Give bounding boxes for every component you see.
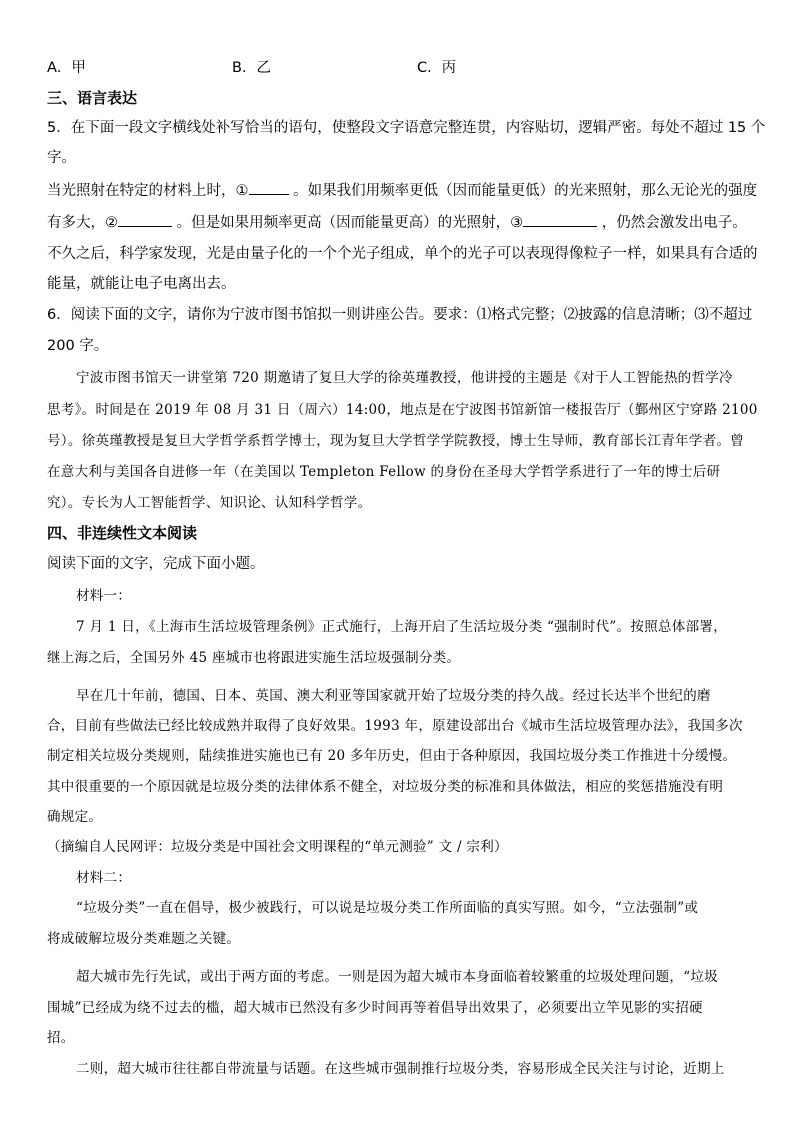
q5-stem-line2: 字。 [47,150,76,166]
q5-text: ，仍然会激发出电子。 [601,215,747,231]
material-2-line: 围城”已经成为绕不过去的槛，超大城市已然没有多少时间再等着倡导出效果了，必须要出立竿见影的实招硬 [47,1000,703,1016]
blank-marker-3: ③ [510,215,524,231]
material-2-title: 材料二： [76,870,132,886]
q5-passage-line2 [47,212,747,233]
q5-text: 。如果我们用频率更低（因而能量更低）的光来照射，那么无论光的强度 [293,183,758,199]
section-heading-4: 四、非连续性文本阅读 [47,524,198,542]
section-heading-3: 三、语言表达 [47,89,138,107]
q6-stem-line2: 200 字。 [47,338,109,354]
blank-marker-2: ② [105,215,118,231]
q5-stem-line1: 5．在下面一段文字横线处补写恰当的语句，使整段文字语意完整连贯，内容贴切，逻辑严密。每处不超过 15 个 [47,120,766,136]
material-1-line: 其中很重要的一个原因就是垃圾分类的法律体系不健全，对垃圾分类的标准和具体做法，相应的奖惩措施没有明 [47,779,724,795]
option-b: B．乙 [232,60,271,76]
material-2-line: 二则，超大城市往往都自带流量与话题。在这些城市强制推行垃圾分类，容易形成全民关注与讨论，近期上 [76,1061,725,1077]
material-1-title: 材料一： [76,588,132,604]
option-c: C．丙 [417,60,457,76]
q6-material-line4: 在意大利与美国各自进修一年（在美国以 Templeton Fellow 的身份在圣母大学哲学系进行了一年的博士后研 [47,464,721,480]
answer-blank-1[interactable] [249,180,289,195]
q6-material-line2: 思考》。时间是在 2019 年 08 月 31 日（周六）14:00，地点是在宁波图书馆新馆一楼报告厅（鄞州区宁穿路 2100 [47,402,758,418]
q5-text: 当光照射在特定的材料上时， [47,183,236,199]
material-2-line: 超大城市先行先试，或出于两方面的考虑。一则是因为超大城市本身面临着较繁重的垃圾处理问题，“垃圾 [76,969,718,985]
blank-marker-1: ① [235,183,249,199]
material-2-line: “垃圾分类”一直在倡导，极少被践行，可以说是垃圾分类工作所面临的真实写照。如今，“立法强制”或 [76,900,699,916]
material-1-line: 7 月 1 日，《上海市生活垃圾管理条例》正式施行，上海开启了生活垃圾分类 “强制时代”。按照总体部署， [76,619,727,635]
material-1-line: 继上海之后，全国另外 45 座城市也将跟进实施生活垃圾强制分类。 [47,650,461,666]
material-1-line: 合，目前有些做法已经比较成熟并取得了良好效果。1993 年，原建设部出台《城市生活垃圾管理办法》，我国多次 [47,718,743,734]
q6-material-line5: 究）。专长为人工智能哲学、知识论、认知科学哲学。 [47,495,372,511]
q5-passage-line3: 不久之后，科学家发现，光是由量子化的一个个光子组成，单个的光子可以表现得像粒子一样，如果具有合适的 [47,246,758,262]
q5-passage-line1 [47,180,758,201]
material-1-line: 确规定。 [47,809,103,825]
q5-text: 。但是如果用频率更高（因而能量更高）的光照射， [176,215,511,231]
q6-material-line3: 号）。徐英瑾教授是复旦大学哲学系哲学博士，现为复旦大学哲学学院教授，博士生导师，教育部长江青年学者。曾 [47,433,745,449]
q5-text: 有多大， [47,215,105,231]
section4-intro: 阅读下面的文字，完成下面小题。 [47,556,265,572]
material-2-line: 招。 [47,1030,75,1046]
answer-blank-2[interactable] [118,212,172,227]
material-2-line: 将成破解垃圾分类难题之关键。 [47,931,241,947]
material-1-line: 制定相关垃圾分类规则，陆续推进实施也已有 20 多年历史，但由于各种原因，我国垃圾分类工作推进十分缓慢。 [47,748,737,764]
q6-material-line1: 宁波市图书馆天一讲堂第 720 期邀请了复旦大学的徐英瑾教授，他讲授的主题是《对于人工智能热的哲学冷 [76,370,733,386]
option-a: A．甲 [47,60,86,76]
q5-passage-line4: 能量，就能让电子电离出去。 [47,276,236,292]
q6-stem-line1: 6．阅读下面的文字，请你为宁波市图书馆拟一则讲座公告。要求：⑴格式完整；⑵披露的信息清晰；⑶不超过 [47,307,753,323]
material-1-source: （摘编自人民网评：垃圾分类是中国社会文明课程的“单元测验” 文 / 宗利） [47,839,508,855]
answer-blank-3[interactable] [523,212,597,227]
material-1-line: 早在几十年前，德国、日本、英国、澳大利亚等国家就开始了垃圾分类的持久战。经过长达半个世纪的磨 [76,688,711,704]
